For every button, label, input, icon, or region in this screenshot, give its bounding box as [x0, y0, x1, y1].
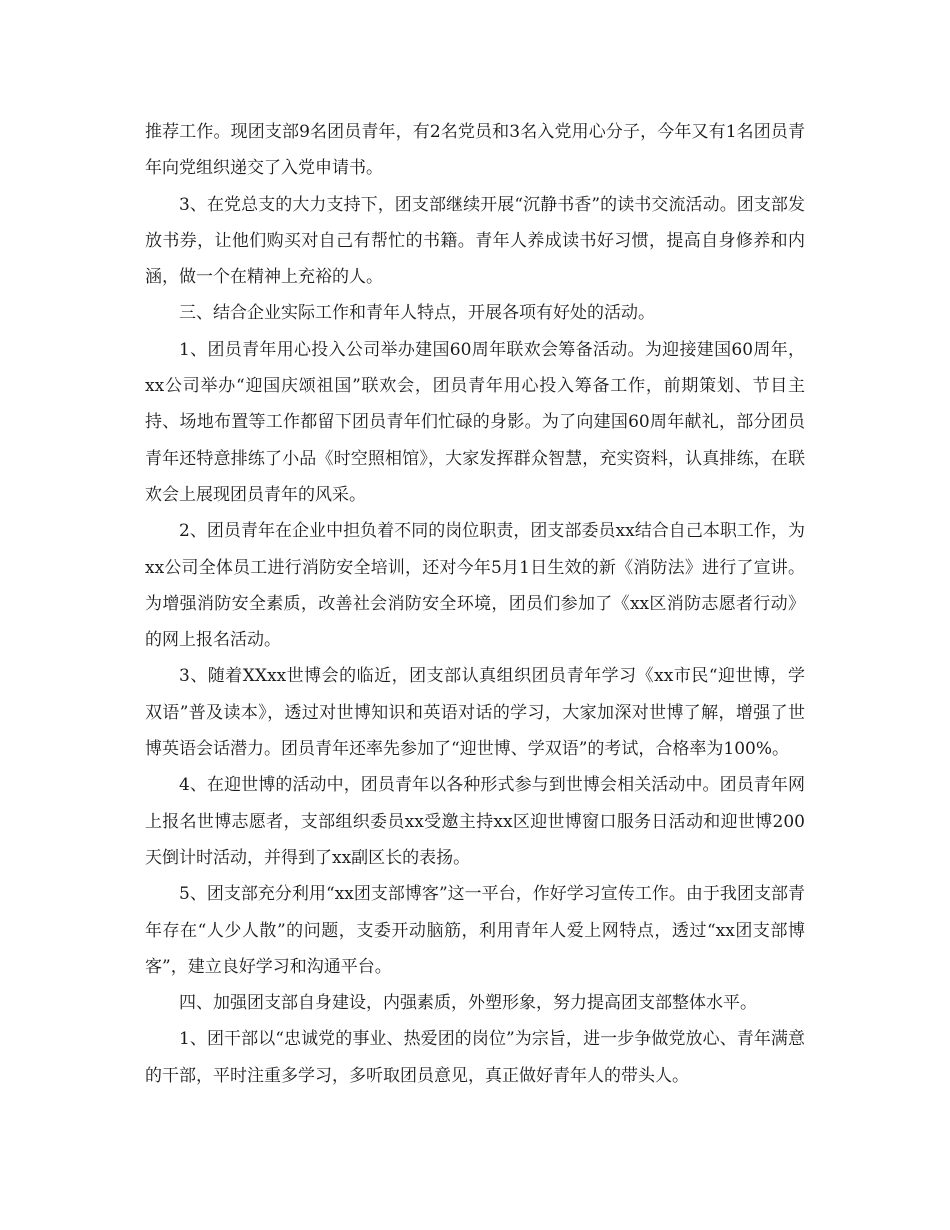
document-body: [145, 114, 805, 1094]
paragraph-continuation: 推荐工作。现团支部9名团员青年，有2名党员和3名入党用心分子，今年又有1名团员青年向党组织递交了入党申请书。: [145, 122, 805, 179]
paragraph-branch-blog: 5、团支部充分利用“xx团支部博客”这一平台，作好学习宣传工作。由于我团支部青年存在“人少人散”的问题，支委开动脑筋，利用青年人爱上网特点，透过“xx团支部博客”，建立良好学习和沟通平台。: [145, 884, 805, 977]
paragraph-reading-activity: 3、在党总支的大力支持下，团支部继续开展“沉静书香”的读书交流活动。团支部发放书券，让他们购买对自己有帮忙的书籍。青年人养成读书好习惯，提高自身修养和内涵，做一个在精神上充裕的人。: [145, 194, 805, 288]
section-heading-four: 四、加强团支部自身建设，内强素质，外塑形象，努力提高团支部整体水平。: [179, 993, 757, 1014]
paragraph-expo-volunteer: 4、在迎世博的活动中，团员青年以各种形式参与到世博会相关活动中。团员青年网上报名世博志愿者，支部组织委员xx受邀主持xx区迎世博窗口服务日活动和迎世博200天倒计时活动，并得到了xx副区长的表扬。: [145, 775, 805, 868]
paragraph-expo-study: 3、随着XXxx世博会的临近，团支部认真组织团员青年学习《xx市民“迎世博，学双语”普及读本》，透过对世博知识和英语对话的学习，大家加深对世博了解，增强了世博英语会话潜力。团员青年还率先参加了“迎世博、学双语”的考试，合格率为100%。: [145, 666, 805, 760]
paragraph-fire-safety: 2、团员青年在企业中担负着不同的岗位职责，团支部委员xx结合自己本职工作，为xx公司全体员工进行消防安全培训，还对今年5月1日生效的新《消防法》进行了宣讲。为增强消防安全素质，改善社会消防安全环境，团员们参加了《xx区消防志愿者行动》的网上报名活动。: [145, 521, 805, 651]
paragraph-cadre-purpose: 1、团干部以“忠诚党的事业、热爱团的岗位”为宗旨，进一步争做党放心、青年满意的干部，平时注重多学习，多听取团员意见，真正做好青年人的带头人。: [145, 1029, 805, 1086]
section-heading-three: 三、结合企业实际工作和青年人特点，开展各项有好处的活动。: [179, 303, 655, 324]
paragraph-anniversary-gala: 1、团员青年用心投入公司举办建国60周年联欢会筹备活动。为迎接建国60周年，xx公司举办“迎国庆颂祖国”联欢会，团员青年用心投入筹备工作，前期策划、节目主持、场地布置等工作都留下团员青年们忙碌的身影。为了向建国60周年献礼，部分团员青年还特意排练了小品《时空照相馆》，大家发挥群众智慧，充实资料，认真排练，在联欢会上展现团员青年的风采。: [145, 339, 805, 505]
